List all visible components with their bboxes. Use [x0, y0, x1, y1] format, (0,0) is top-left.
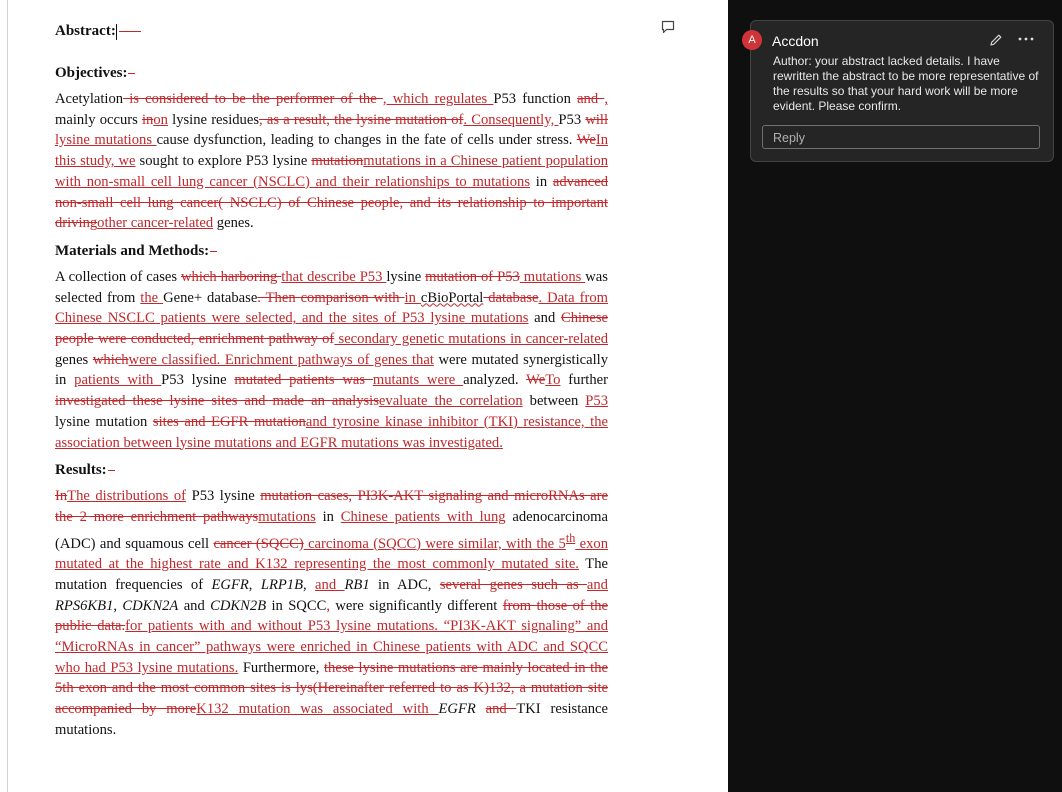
- body-text: was selected from: [55, 268, 608, 306]
- objectives-heading: Objectives:: [55, 63, 608, 83]
- deleted-text: mutated patients was: [234, 372, 373, 389]
- abstract-heading: Abstract:: [55, 21, 608, 41]
- avatar: A: [742, 30, 762, 50]
- body-text: in ADC,: [369, 576, 440, 593]
- deleted-text: , as a result, the lysine mutation of: [259, 111, 464, 128]
- comment-icon[interactable]: [661, 20, 675, 34]
- inserted-text: K132 mutation was associated with: [196, 701, 439, 718]
- inserted-text: th: [565, 530, 576, 545]
- deletion-marker: [119, 31, 141, 32]
- deleted-text: advanced non-small cell lung cancer( NSCLC) of Chinese people, and its relationship to important driving: [55, 173, 608, 232]
- body-text: in SQCC: [266, 597, 327, 614]
- deleted-text: mutation cases, PI3K-AKT signaling and microRNAs are the 2 more enrichment pathways: [55, 488, 609, 525]
- deleted-text: We: [576, 132, 596, 149]
- inserted-text: mutants were: [372, 372, 464, 389]
- results-heading: Results:: [55, 460, 608, 480]
- deleted-text: which: [92, 351, 129, 368]
- body-text: Acetylation: [55, 91, 124, 107]
- body-text: P53 function: [493, 91, 578, 107]
- deleted-text: Chinese people were conducted, enrichment pathway of: [55, 310, 608, 348]
- comment-author: Accdon: [772, 33, 819, 49]
- body-text: and: [178, 597, 211, 614]
- objectives-paragraph[interactable]: [55, 89, 608, 234]
- deleted-text: We: [526, 372, 546, 389]
- body-text: ,: [303, 576, 316, 593]
- deleted-text: In: [55, 488, 68, 505]
- page-edge: [7, 0, 8, 792]
- inserted-text: other cancer-related: [97, 215, 214, 232]
- deleted-text: . Then comparison with: [257, 289, 405, 306]
- comment-text: Author: your abstract lacked details. I have rewritten the abstract to be more representative of the results so that your hard work will be more evident. Please confirm.: [773, 54, 1039, 113]
- deleted-text: and: [577, 91, 605, 107]
- inserted-text: mutations in a Chinese patient population with non-small cell lung cancer (NSCLC) and their relationships to mutations: [55, 153, 608, 190]
- inserted-text: mutations: [258, 508, 316, 525]
- deletion-marker: [108, 470, 115, 471]
- body-text: lysine mutation: [55, 413, 153, 430]
- deletion-marker: [128, 73, 135, 74]
- inserted-text: in: [404, 289, 421, 306]
- deleted-text: mutation: [311, 153, 364, 170]
- deleted-text: database: [483, 289, 539, 306]
- gene-name: RPS6KB1: [55, 597, 114, 614]
- body-text: TKI resistance mutations.: [55, 701, 609, 738]
- inserted-text: mutations: [519, 268, 586, 285]
- inserted-text: Chinese patients with lung: [340, 508, 506, 525]
- deleted-text: in: [142, 111, 154, 128]
- deleted-text: cancer (SQCC): [213, 535, 304, 552]
- results-paragraph[interactable]: [55, 486, 608, 740]
- deleted-text: several genes such as: [439, 576, 587, 593]
- gene-name: EGFR: [211, 576, 249, 593]
- inserted-text: secondary genetic mutations in cancer-related: [334, 331, 608, 348]
- deleted-text: from those of the public data.: [55, 597, 608, 635]
- body-text: genes.: [213, 215, 254, 232]
- inserted-text: patients with: [74, 372, 162, 389]
- body-text: A collection of cases: [55, 268, 181, 285]
- inserted-text: In this study, we: [55, 132, 608, 170]
- inserted-text: The distributions of: [67, 488, 187, 505]
- inserted-text: P53: [585, 393, 609, 410]
- inserted-text: . Data from Chinese NSCLC patients were selected, and the sites of P53 lysine mutations: [55, 289, 608, 327]
- inserted-text: . Consequently,: [463, 111, 559, 128]
- deleted-text: is considered to be the performer of the: [123, 91, 383, 107]
- document-page[interactable]: [55, 16, 608, 748]
- body-text: P53 lysine: [186, 488, 261, 505]
- inserted-text: ,: [604, 91, 608, 107]
- body-text: in: [530, 173, 553, 190]
- deleted-text: which harboring: [181, 268, 282, 285]
- inserted-text: lysine mutations: [55, 132, 157, 149]
- materials-methods-heading: Materials and Methods:: [55, 241, 608, 261]
- comment-card[interactable]: [750, 20, 1054, 162]
- body-text: P53 lysine: [161, 372, 235, 389]
- body-text: further: [560, 372, 608, 389]
- gene-name: CDKN2B: [210, 597, 267, 614]
- reply-input[interactable]: Reply: [762, 125, 1040, 149]
- body-text: [476, 701, 486, 717]
- deleted-text: and: [485, 701, 517, 718]
- inserted-text: and: [586, 576, 608, 593]
- body-text: P53: [558, 111, 586, 128]
- body-text: were mutated synergistically in: [55, 351, 608, 389]
- inserted-text: , which regulates: [382, 91, 494, 107]
- inserted-text: To: [545, 372, 561, 389]
- inserted-text: carcinoma (SQCC) were similar, with the 5: [303, 535, 566, 552]
- materials-methods-paragraph[interactable]: [55, 267, 608, 453]
- body-text: sought to explore P53 lysine: [135, 153, 312, 170]
- inserted-text: evaluate the correlation: [378, 393, 523, 410]
- deleted-text: sites and EGFR mutation: [152, 413, 306, 430]
- inserted-text: the: [140, 289, 164, 306]
- pencil-icon[interactable]: [989, 33, 1003, 47]
- body-text: cause dysfunction, leading to changes in the fate of cells under stress.: [156, 132, 577, 149]
- body-text: mainly occurs: [55, 111, 142, 128]
- inserted-text: that describe P53: [281, 268, 387, 285]
- body-text: ,: [248, 576, 261, 593]
- inserted-text: for patients with and without P53 lysine mutations. “PI3K-AKT signaling” and “MicroRNAs in cancer” pathways were enriched in Chinese patients with ADC and SQCC who had P53 lysine mutations.: [55, 618, 608, 676]
- gene-name: LRP1B: [260, 576, 303, 593]
- deleted-text: investigated these lysine sites and made an analysis: [55, 393, 379, 410]
- inserted-text: exon mutated at the highest rate and K132 representing the most commonly mutated site.: [55, 535, 608, 573]
- gene-name: CDKN2A: [122, 597, 179, 614]
- body-text: genes: [55, 351, 93, 368]
- spellcheck-word: cBioPortal: [420, 289, 484, 306]
- gene-name: EGFR: [438, 701, 476, 718]
- deleted-text: mutation of P53: [425, 268, 520, 285]
- body-text: and: [528, 310, 561, 327]
- body-text: lysine residues: [167, 111, 260, 128]
- deleted-text: these lysine mutations are mainly located in the 5th exon and the most common sites is lys(Hereinafter referred to as K)132, a mutation site accompanied by more: [55, 659, 608, 718]
- body-text: were significantly different: [329, 597, 503, 614]
- gene-name: RB1: [344, 576, 370, 593]
- body-text: The mutation frequencies of: [55, 556, 608, 593]
- body-text: between: [522, 393, 586, 410]
- more-options-icon[interactable]: [1017, 36, 1035, 42]
- inserted-text: ,: [326, 597, 330, 614]
- body-text: Gene+ database: [163, 289, 258, 306]
- body-text: ,: [113, 597, 123, 614]
- deletion-marker: [210, 251, 217, 252]
- inserted-text: and: [315, 576, 345, 593]
- inserted-text: were classified. Enrichment pathways of genes that: [128, 351, 434, 368]
- body-text: Furthermore,: [238, 659, 324, 676]
- inserted-text: and tyrosine kinase inhibitor (TKI) resistance, the association between lysine mutations and EGFR mutations was investigated.: [55, 413, 608, 451]
- deleted-text: will: [585, 111, 609, 128]
- body-text: analyzed.: [463, 372, 527, 389]
- body-text: adenocarcinoma (ADC) and squamous cell: [55, 508, 609, 552]
- inserted-text: on: [153, 111, 168, 128]
- text-cursor: [116, 24, 117, 40]
- body-text: lysine: [386, 268, 426, 285]
- body-text: in: [315, 508, 341, 525]
